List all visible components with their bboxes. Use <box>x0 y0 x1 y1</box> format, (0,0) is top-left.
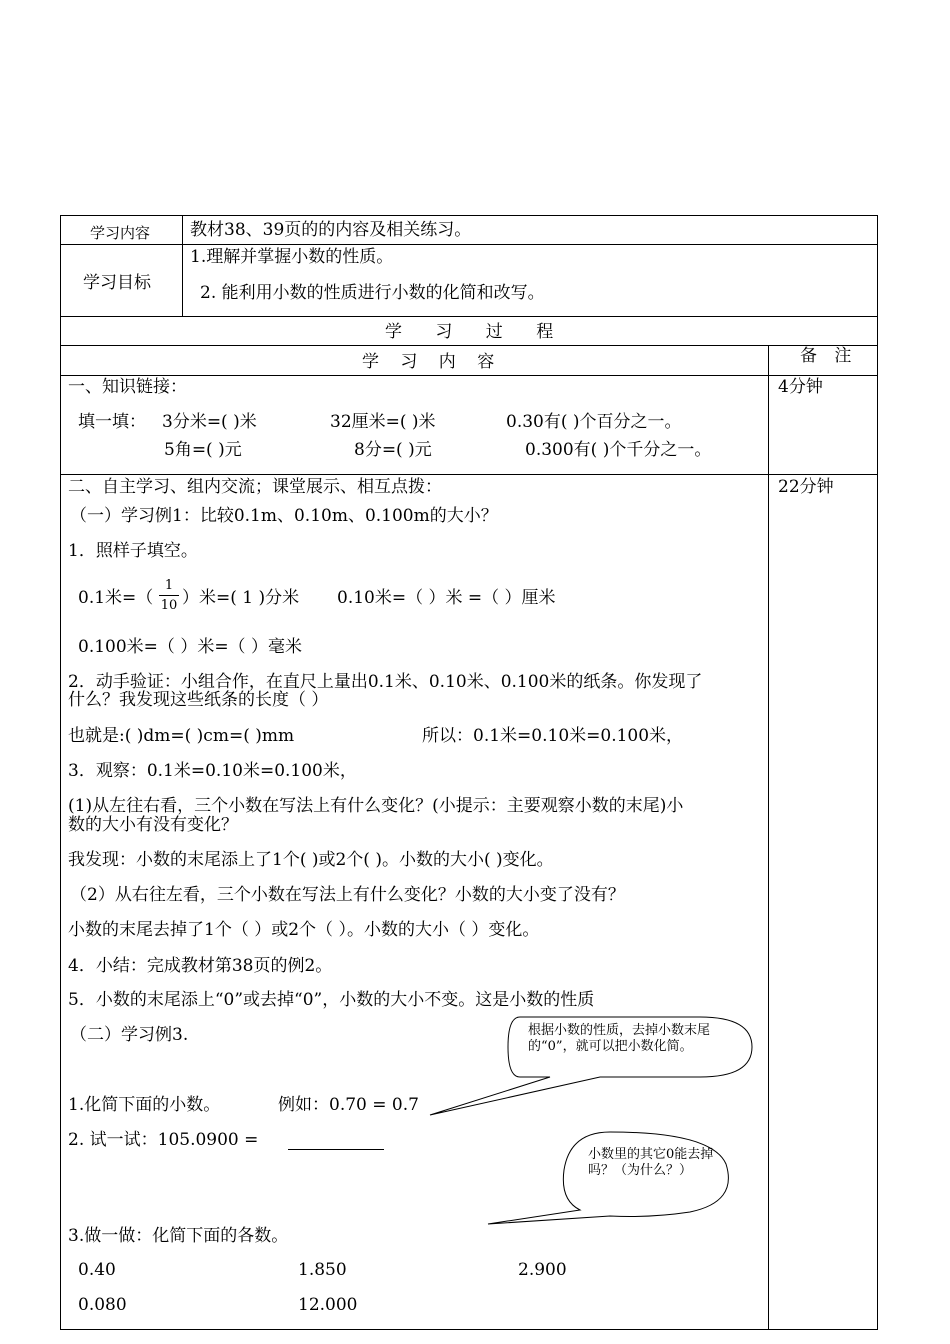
question-2-line3b: 所以：0.1米=0.10米=0.100米， <box>422 726 684 746</box>
table-border-left <box>60 215 61 1330</box>
fill-item: 5角=( )元 <box>164 440 242 460</box>
section2-title: 二、自主学习、组内交流；课堂展示、相互点拨： <box>68 477 442 497</box>
example1-title: （一）学习例1：比较0.1m、0.10m、0.100m的大小？ <box>70 506 498 526</box>
question-2-line2: 什么？我发现这些纸条的长度（ ） <box>68 690 329 710</box>
question-3: 3．观察：0.1米=0.10米=0.100米， <box>68 761 357 781</box>
q1-line1-part-c: 0.10米=（ ）米 =（ ）厘米 <box>337 588 556 608</box>
question-4: 4．小结：完成教材第38页的例2。 <box>68 956 333 976</box>
process-title: 学 习 过 程 <box>385 322 568 342</box>
table-border-right <box>877 215 878 1330</box>
table-border-bottom <box>60 1329 878 1330</box>
fraction-numerator: 1 <box>164 578 174 593</box>
number-item: 2.900 <box>518 1260 567 1280</box>
note-column-divider <box>768 345 769 1330</box>
number-item: 1.850 <box>298 1260 347 1280</box>
content-value: 教材38、39页的的内容及相关练习。 <box>190 220 472 240</box>
fill-label: 填一填： <box>78 412 146 432</box>
row-divider <box>60 474 878 475</box>
callout-2-text: 小数里的其它0能去掉吗？（为什么？） <box>588 1147 714 1178</box>
goal-item-2: 2. 能利用小数的性质进行小数的化简和改写。 <box>200 283 545 303</box>
fraction-bar <box>159 595 179 596</box>
step-1: 1.化简下面的小数。 <box>68 1095 221 1115</box>
goal-label: 学习目标 <box>83 273 151 293</box>
row-divider <box>60 316 878 317</box>
column-header-note: 备 注 <box>800 346 858 366</box>
fill-item: 0.300有( )个千分之一。 <box>525 440 712 460</box>
q1-line2: 0.100米=（ ）米=（ ）毫米 <box>78 637 302 657</box>
question-5: 5．小数的末尾添上“0”或去掉“0”，小数的大小不变。这是小数的性质 <box>68 990 595 1010</box>
number-item: 0.40 <box>78 1260 116 1280</box>
question-3-finding: 我发现：小数的末尾添上了1个( )或2个( )。小数的大小( )变化。 <box>68 850 554 870</box>
number-item: 12.000 <box>298 1295 358 1315</box>
callout-1-text: 根据小数的性质，去掉小数末尾的“0”，就可以把小数化简。 <box>528 1023 711 1054</box>
row-divider <box>60 375 878 376</box>
question-1: 1．照样子填空。 <box>68 541 198 561</box>
number-item: 0.080 <box>78 1295 127 1315</box>
step-1-example: 例如：0.70 = 0.7 <box>278 1095 419 1115</box>
section1-title: 一、知识链接： <box>68 377 187 397</box>
label-column-divider <box>182 215 183 316</box>
goal-item-1: 1.理解并掌握小数的性质。 <box>190 247 394 267</box>
question-2-line1: 2．动手验证：小组合作，在直尺上量出0.1米、0.10米、0.100米的纸条。你发现了 <box>68 672 703 692</box>
column-header-content: 学 习 内 容 <box>362 352 503 372</box>
fill-item: 32厘米=( )米 <box>330 412 436 432</box>
question-3-1-line1: (1)从左往右看，三个小数在写法上有什么变化？(小提示：主要观察小数的末尾)小 <box>68 796 684 816</box>
question-2-line3a: 也就是:( )dm=( )cm=( )mm <box>68 726 295 746</box>
step-3: 3.做一做：化简下面的各数。 <box>68 1226 289 1246</box>
example3-title: （二）学习例3. <box>70 1025 189 1045</box>
answer-blank <box>288 1149 384 1150</box>
section2-note: 22分钟 <box>778 477 834 497</box>
section1-note: 4分钟 <box>778 377 823 397</box>
question-3-2-answer: 小数的末尾去掉了1个（ ）或2个（ ）。小数的大小（ ）变化。 <box>68 920 540 940</box>
callout-bubble-2 <box>480 1130 740 1230</box>
q1-line1-part-a: 0.1米=（ <box>78 588 154 608</box>
step-2: 2. 试一试：105.0900 = <box>68 1130 259 1150</box>
fill-item: 8分=( )元 <box>354 440 432 460</box>
question-3-2: （2）从右往左看，三个小数在写法上有什么变化？小数的大小变了没有？ <box>70 885 625 905</box>
fill-item: 0.30有( )个百分之一。 <box>506 412 682 432</box>
question-3-1-line2: 数的大小有没有变化？ <box>68 815 238 835</box>
worksheet-table <box>60 215 878 1330</box>
q1-line1-part-b: ）米=( 1 )分米 <box>182 588 300 608</box>
content-label: 学习内容 <box>90 224 151 242</box>
fraction-denominator: 10 <box>160 598 178 613</box>
fill-item: 3分米=( )米 <box>162 412 257 432</box>
row-divider <box>60 345 878 346</box>
